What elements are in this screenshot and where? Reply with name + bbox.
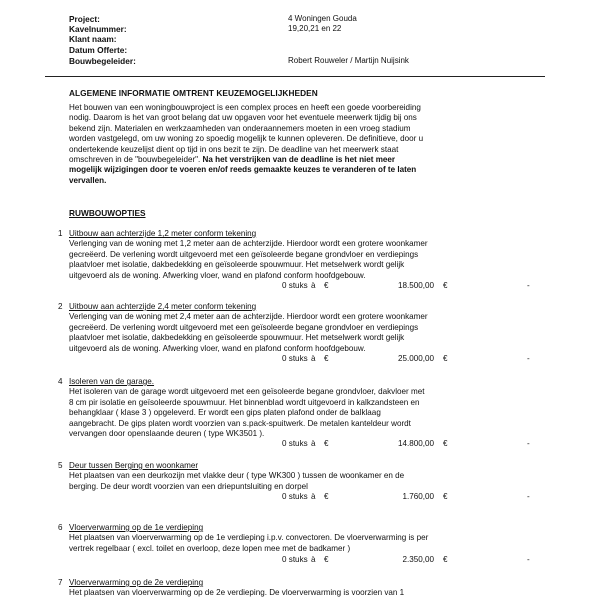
quantity-value: 0 xyxy=(282,439,287,448)
general-info-heading: ALGEMENE INFORMATIE OMTRENT KEUZEMOGELIJKHEDEN xyxy=(69,88,318,98)
description-line: vertrek regelbaar ( excl. toilet en overloop, deze lopen mee met de badkamer ) xyxy=(69,543,351,553)
line-total: - xyxy=(527,281,530,290)
description-line: Het plaatsen van een deurkozijn met vlakke deur ( type WK300 ) tussen de woonkamer en de xyxy=(69,471,405,481)
option-number: 1 xyxy=(58,229,63,238)
line-total: - xyxy=(527,555,530,564)
intro-line: worden vastgelegd, om uw woning zo spoedig mogelijk te kunnen opleveren. De definitieve, door u xyxy=(69,134,424,144)
kavelnummer-label: Kavelnummer: xyxy=(69,24,127,34)
description-line: behangklaar ( klase 3 ) opgeleverd. Er wordt een gips platen plafond onder de balklaag xyxy=(69,408,381,418)
kavelnummer-value: 19,20,21 en 22 xyxy=(288,24,342,33)
quantity-value: 0 xyxy=(282,555,287,564)
unit-price: 2.350,00 xyxy=(402,555,434,564)
description-line: plaatvloer met isolatie, dakbedekking en geïsoleerde spouwmuur. Het metselwerk wordt gelijk xyxy=(69,333,405,343)
description-line: Het plaatsen van vloerverwarming op de 1e verdieping i.p.v. convectoren. De vloerverwarming is per xyxy=(69,533,429,543)
quantity-unit: stuks xyxy=(288,439,308,448)
description-line: aangebracht. De gips platen wordt voorzien van s.pack-spuitwerk. De metalen kanteldeur wordt xyxy=(69,418,411,428)
description-line: Verlenging van de woning met 2,4 meter aan de achterzijde. Hierdoor wordt een grotere woonkamer xyxy=(69,312,428,322)
quantity-value: 0 xyxy=(282,354,287,363)
option-number: 6 xyxy=(58,523,63,532)
unit-price: 18.500,00 xyxy=(397,281,434,290)
per-unit-symbol: à xyxy=(311,281,316,290)
option-title: Vloerverwarming op de 1e verdieping xyxy=(69,523,204,532)
quantity xyxy=(282,555,308,565)
line-total: - xyxy=(527,439,530,448)
option-number: 5 xyxy=(58,461,63,470)
option-description xyxy=(69,312,539,354)
unit-price: 14.800,00 xyxy=(397,439,434,448)
currency-symbol: € xyxy=(324,439,329,448)
intro-line xyxy=(69,155,539,165)
description-line: uitgevoerd als de woning. Afwerking vloer, wand en plafond conform hoofdgebouw. xyxy=(69,343,366,353)
per-unit-symbol: à xyxy=(311,492,316,501)
option-description xyxy=(69,588,539,598)
quantity-unit: stuks xyxy=(288,354,308,363)
description-line: Verlenging van de woning met 1,2 meter aan de achterzijde. Hierdoor wordt een grotere woonkamer xyxy=(69,239,428,249)
option-title: Uitbouw aan achterzijde 1,2 meter conform tekening xyxy=(69,229,257,238)
quantity-value: 0 xyxy=(282,492,287,501)
option-title: Isoleren van de garage. xyxy=(69,377,155,386)
description-line: plaatvloer met isolatie, dakbedekking en geïsoleerde spouwmuur. Het metselwerk wordt gelijk xyxy=(69,260,405,270)
option-description xyxy=(69,533,539,554)
option-title: Uitbouw aan achterzijde 2,4 meter conform tekening xyxy=(69,302,257,311)
unit-price: 1.760,00 xyxy=(402,492,434,501)
quantity-unit: stuks xyxy=(288,555,308,564)
price-row xyxy=(0,555,595,566)
description-line: 8 cm pir isolatie en geïsoleerde spouwmuur. Het binnenblad wordt uitgevoerd in kalkzandsteen en xyxy=(69,397,420,407)
quantity xyxy=(282,354,308,364)
description-line: berging. De deur wordt voorzien van een driepuntsluiting en dorpel xyxy=(69,481,308,491)
currency-symbol: € xyxy=(324,281,329,290)
price-row xyxy=(0,439,595,450)
price-row xyxy=(0,281,595,292)
per-unit-symbol: à xyxy=(311,354,316,363)
quantity-value: 0 xyxy=(282,281,287,290)
quantity-unit: stuks xyxy=(288,492,308,501)
quantity-unit: stuks xyxy=(288,281,308,290)
datum-offerte-label: Datum Offerte: xyxy=(69,45,128,55)
section-heading-ruwbouwopties: RUWBOUWOPTIES xyxy=(69,208,146,218)
description-line: Het isoleren van de garage wordt uitgevoerd met een geïsoleerde begane grondvloer, dakvloer met xyxy=(69,387,425,397)
description-line: Het plaatsen van vloerverwarming op de 2e verdieping. De vloerverwarming is voorzien van 1 xyxy=(69,588,405,598)
unit-price: 25.000,00 xyxy=(397,354,434,363)
description-line: gecreëerd. De verlening wordt uitgevoerd met een geïsoleerde begane grondvloer en verdiepings xyxy=(69,249,419,259)
deadline-warning: mogelijk wijzigingen door te voeren en/of reeds gemaakte keuzes te veranderen of te laten xyxy=(69,165,417,175)
currency-symbol: € xyxy=(324,492,329,501)
deadline-warning: Na het verstrijken van de deadline is het niet meer xyxy=(200,155,396,165)
intro-line-text: omschreven in de "bouwbegeleider". xyxy=(69,155,201,165)
currency-symbol: € xyxy=(443,492,448,501)
description-line: uitgevoerd als de woning. Afwerking vloer, wand en plafond conform hoofdgebouw. xyxy=(69,270,366,280)
line-total: - xyxy=(527,354,530,363)
currency-symbol: € xyxy=(443,439,448,448)
intro-line-bold xyxy=(69,165,539,175)
currency-symbol: € xyxy=(443,281,448,290)
option-description xyxy=(69,387,539,439)
project-label: Project: xyxy=(69,14,100,24)
currency-symbol: € xyxy=(443,354,448,363)
option-description xyxy=(69,471,539,492)
general-info-paragraph xyxy=(69,103,539,186)
deadline-warning: vervallen. xyxy=(69,175,107,185)
currency-symbol: € xyxy=(443,555,448,564)
per-unit-symbol: à xyxy=(311,439,316,448)
intro-line-bold xyxy=(69,176,539,186)
option-title: Deur tussen Berging en woonkamer xyxy=(69,461,199,470)
quantity xyxy=(282,281,308,291)
per-unit-symbol: à xyxy=(311,555,316,564)
option-number: 4 xyxy=(58,377,63,386)
intro-line: Het bouwen van een woningbouwproject is een complex proces en heeft een goede voorbereiding xyxy=(69,103,421,112)
price-row xyxy=(0,354,595,365)
description-line: gecreëerd. De verlening wordt uitgevoerd met een geïsoleerde begane grondvloer en verdiepings xyxy=(69,322,419,332)
bouwbegeleider-label: Bouwbegeleider: xyxy=(69,56,136,66)
option-description xyxy=(69,239,539,281)
line-total: - xyxy=(527,492,530,501)
intro-line: ondertekende keuzelijst dient op tijd in ons bezit te zijn. De deadline van het meerwerk staat xyxy=(69,144,399,154)
intro-line: bekend zijn. Materialen en werkzaamheden van onderaannemers moeten in een vroeg stadium xyxy=(69,123,411,133)
intro-line: nodig. Daarom is het van groot belang dat uw opgaven voor het eventuele meerwerk tijdig bij ons xyxy=(69,113,417,123)
currency-symbol: € xyxy=(324,354,329,363)
option-number: 7 xyxy=(58,578,63,587)
option-title: Vloerverwarming op de 2e verdieping xyxy=(69,578,204,587)
price-row xyxy=(0,492,595,503)
quantity xyxy=(282,492,308,502)
currency-symbol: € xyxy=(324,555,329,564)
header-divider xyxy=(45,76,545,77)
description-line: vervangen door openslaande deuren ( type WK3501 ). xyxy=(69,429,265,439)
bouwbegeleider-value: Robert Rouweler / Martijn Nuijsink xyxy=(288,56,409,65)
quantity xyxy=(282,439,308,449)
option-number: 2 xyxy=(58,302,63,311)
project-value: 4 Woningen Gouda xyxy=(288,14,357,23)
klant-naam-label: Klant naam: xyxy=(69,34,117,44)
